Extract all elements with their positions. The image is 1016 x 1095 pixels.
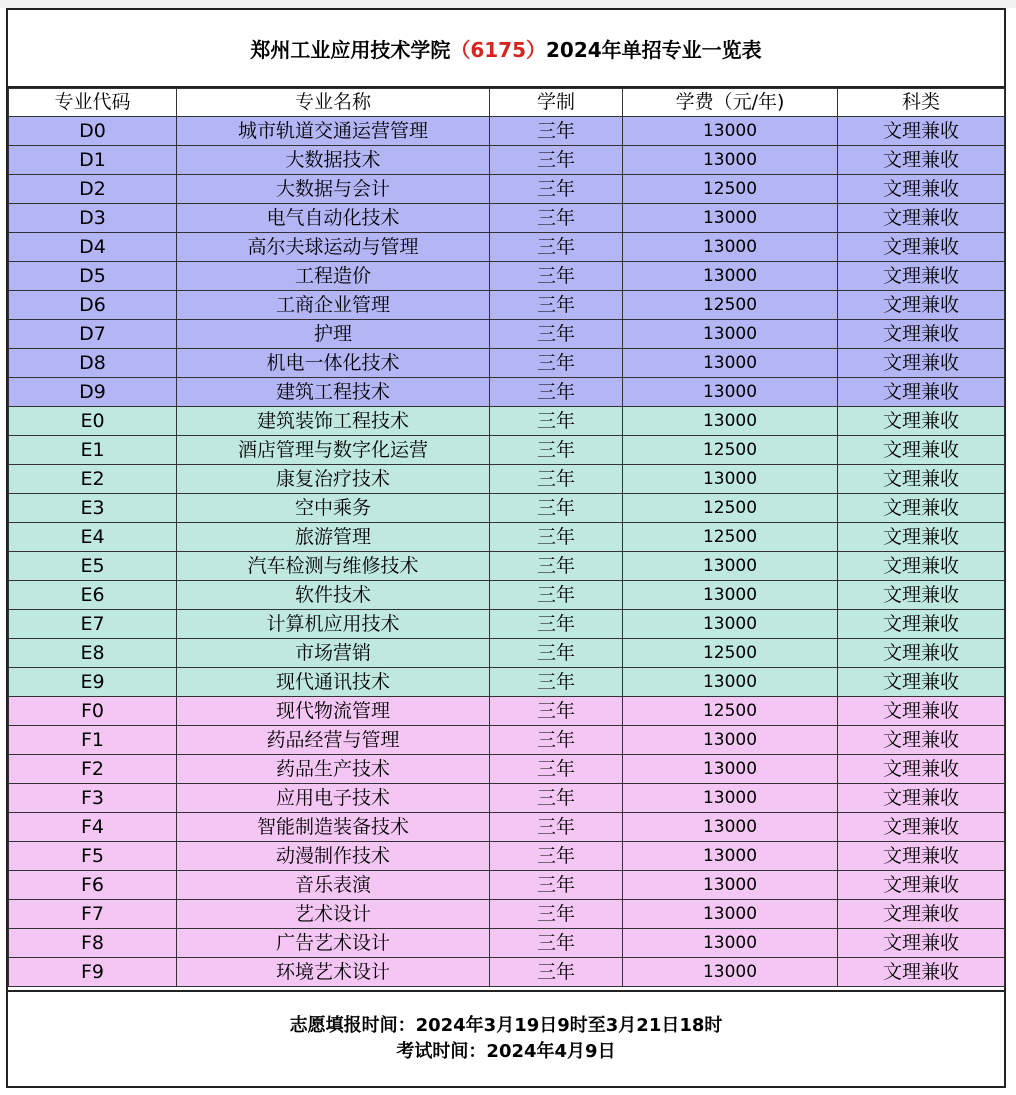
table-row (9, 407, 1005, 436)
duration-cell: 三年 (490, 436, 623, 465)
tuition-cell: 13000 (623, 900, 838, 929)
major-code-cell: E5 (9, 552, 177, 581)
duration-cell: 三年 (490, 204, 623, 233)
table-row (9, 697, 1005, 726)
duration-cell: 三年 (490, 958, 623, 987)
tuition-cell: 12500 (623, 494, 838, 523)
duration-cell: 三年 (490, 726, 623, 755)
category-cell: 文理兼收 (838, 117, 1005, 146)
application-time: 志愿填报时间：2024年3月19日9时至3月21日18时 (289, 1015, 723, 1036)
duration-cell: 三年 (490, 349, 623, 378)
table-row (9, 755, 1005, 784)
major-name-cell: 软件技术 (177, 581, 490, 610)
tuition-cell: 13000 (623, 262, 838, 291)
category-cell: 文理兼收 (838, 175, 1005, 204)
header-category: 科类 (838, 89, 1005, 117)
major-name-cell: 城市轨道交通运营管理 (177, 117, 490, 146)
page-title (8, 10, 1004, 88)
tuition-cell: 13000 (623, 784, 838, 813)
tuition-cell: 13000 (623, 813, 838, 842)
duration-cell: 三年 (490, 784, 623, 813)
tuition-cell: 12500 (623, 697, 838, 726)
major-name-cell: 高尔夫球运动与管理 (177, 233, 490, 262)
major-code-cell: E0 (9, 407, 177, 436)
category-cell: 文理兼收 (838, 552, 1005, 581)
major-name-cell: 工程造价 (177, 262, 490, 291)
category-cell: 文理兼收 (838, 494, 1005, 523)
major-name-cell: 空中乘务 (177, 494, 490, 523)
major-name-cell: 旅游管理 (177, 523, 490, 552)
major-code-cell: F8 (9, 929, 177, 958)
major-code-cell: E9 (9, 668, 177, 697)
major-code-cell: F3 (9, 784, 177, 813)
category-cell: 文理兼收 (838, 813, 1005, 842)
duration-cell: 三年 (490, 668, 623, 697)
table-row (9, 291, 1005, 320)
major-code-cell: F2 (9, 755, 177, 784)
table-row (9, 726, 1005, 755)
major-code-cell: E6 (9, 581, 177, 610)
major-code-cell: D6 (9, 291, 177, 320)
duration-cell: 三年 (490, 871, 623, 900)
duration-cell: 三年 (490, 755, 623, 784)
major-code-cell: F4 (9, 813, 177, 842)
major-name-cell: 药品经营与管理 (177, 726, 490, 755)
major-code-cell: D9 (9, 378, 177, 407)
duration-cell: 三年 (490, 233, 623, 262)
table-row (9, 146, 1005, 175)
major-name-cell: 音乐表演 (177, 871, 490, 900)
major-name-cell: 艺术设计 (177, 900, 490, 929)
table-row (9, 871, 1005, 900)
tuition-cell: 13000 (623, 146, 838, 175)
major-name-cell: 大数据与会计 (177, 175, 490, 204)
major-name-cell: 计算机应用技术 (177, 610, 490, 639)
category-cell: 文理兼收 (838, 407, 1005, 436)
category-cell: 文理兼收 (838, 726, 1005, 755)
major-code-cell: E7 (9, 610, 177, 639)
category-cell: 文理兼收 (838, 668, 1005, 697)
duration-cell: 三年 (490, 262, 623, 291)
major-code-cell: F6 (9, 871, 177, 900)
table-row (9, 494, 1005, 523)
title-school-name: 郑州工业应用技术学院 (250, 37, 451, 62)
tuition-cell: 13000 (623, 552, 838, 581)
table-row (9, 668, 1005, 697)
major-code-cell: D7 (9, 320, 177, 349)
majors-table (8, 88, 1005, 987)
major-name-cell: 建筑装饰工程技术 (177, 407, 490, 436)
table-row (9, 639, 1005, 668)
category-cell: 文理兼收 (838, 465, 1005, 494)
table-body (9, 117, 1005, 987)
duration-cell: 三年 (490, 407, 623, 436)
major-code-cell: E4 (9, 523, 177, 552)
header-duration: 学制 (490, 89, 623, 117)
tuition-cell: 13000 (623, 871, 838, 900)
tuition-cell: 12500 (623, 175, 838, 204)
category-cell: 文理兼收 (838, 523, 1005, 552)
major-name-cell: 市场营销 (177, 639, 490, 668)
table-row (9, 813, 1005, 842)
duration-cell: 三年 (490, 494, 623, 523)
category-cell: 文理兼收 (838, 639, 1005, 668)
tuition-cell: 13000 (623, 407, 838, 436)
tuition-cell: 13000 (623, 117, 838, 146)
tuition-cell: 13000 (623, 233, 838, 262)
table-row (9, 378, 1005, 407)
category-cell: 文理兼收 (838, 262, 1005, 291)
category-cell: 文理兼收 (838, 784, 1005, 813)
major-name-cell: 应用电子技术 (177, 784, 490, 813)
major-name-cell: 现代物流管理 (177, 697, 490, 726)
duration-cell: 三年 (490, 842, 623, 871)
table-row (9, 320, 1005, 349)
table-row (9, 117, 1005, 146)
major-code-cell: D8 (9, 349, 177, 378)
exam-time: 考试时间：2024年4月9日 (396, 1041, 616, 1062)
tuition-cell: 13000 (623, 349, 838, 378)
duration-cell: 三年 (490, 465, 623, 494)
tuition-cell: 12500 (623, 639, 838, 668)
duration-cell: 三年 (490, 610, 623, 639)
category-cell: 文理兼收 (838, 929, 1005, 958)
major-name-cell: 大数据技术 (177, 146, 490, 175)
tuition-cell: 13000 (623, 610, 838, 639)
major-name-cell: 护理 (177, 320, 490, 349)
table-row (9, 204, 1005, 233)
major-code-cell: D4 (9, 233, 177, 262)
tuition-cell: 13000 (623, 581, 838, 610)
tuition-cell: 12500 (623, 291, 838, 320)
category-cell: 文理兼收 (838, 958, 1005, 987)
major-name-cell: 酒店管理与数字化运营 (177, 436, 490, 465)
tuition-cell: 13000 (623, 929, 838, 958)
major-name-cell: 动漫制作技术 (177, 842, 490, 871)
table-row (9, 958, 1005, 987)
duration-cell: 三年 (490, 552, 623, 581)
duration-cell: 三年 (490, 320, 623, 349)
major-code-cell: D1 (9, 146, 177, 175)
title-suffix: 2024年单招专业一览表 (546, 37, 762, 62)
major-code-cell: F0 (9, 697, 177, 726)
major-name-cell: 现代通讯技术 (177, 668, 490, 697)
header-major-code: 专业代码 (9, 89, 177, 117)
header-tuition: 学费（元/年) (623, 89, 838, 117)
major-code-cell: F1 (9, 726, 177, 755)
major-code-cell: D3 (9, 204, 177, 233)
duration-cell: 三年 (490, 697, 623, 726)
table-row (9, 842, 1005, 871)
duration-cell: 三年 (490, 175, 623, 204)
major-code-cell: F5 (9, 842, 177, 871)
table-row (9, 610, 1005, 639)
category-cell: 文理兼收 (838, 900, 1005, 929)
category-cell: 文理兼收 (838, 755, 1005, 784)
table-row (9, 233, 1005, 262)
category-cell: 文理兼收 (838, 204, 1005, 233)
major-code-cell: E2 (9, 465, 177, 494)
tuition-cell: 13000 (623, 204, 838, 233)
major-code-cell: F9 (9, 958, 177, 987)
category-cell: 文理兼收 (838, 291, 1005, 320)
duration-cell: 三年 (490, 146, 623, 175)
category-cell: 文理兼收 (838, 581, 1005, 610)
table-row (9, 929, 1005, 958)
table-row (9, 262, 1005, 291)
tuition-cell: 13000 (623, 378, 838, 407)
table-row (9, 900, 1005, 929)
major-name-cell: 机电一体化技术 (177, 349, 490, 378)
table-row (9, 349, 1005, 378)
table-row (9, 175, 1005, 204)
tuition-cell: 12500 (623, 523, 838, 552)
table-row (9, 552, 1005, 581)
table-row (9, 465, 1005, 494)
category-cell: 文理兼收 (838, 349, 1005, 378)
major-code-cell: F7 (9, 900, 177, 929)
tuition-cell: 13000 (623, 726, 838, 755)
enrollment-table-sheet (6, 8, 1006, 1088)
duration-cell: 三年 (490, 117, 623, 146)
duration-cell: 三年 (490, 523, 623, 552)
category-cell: 文理兼收 (838, 436, 1005, 465)
category-cell: 文理兼收 (838, 320, 1005, 349)
duration-cell: 三年 (490, 639, 623, 668)
major-name-cell: 环境艺术设计 (177, 958, 490, 987)
duration-cell: 三年 (490, 378, 623, 407)
major-name-cell: 工商企业管理 (177, 291, 490, 320)
tuition-cell: 13000 (623, 755, 838, 784)
duration-cell: 三年 (490, 900, 623, 929)
footer-notes (8, 990, 1004, 1086)
category-cell: 文理兼收 (838, 842, 1005, 871)
category-cell: 文理兼收 (838, 871, 1005, 900)
tuition-cell: 12500 (623, 436, 838, 465)
major-code-cell: D5 (9, 262, 177, 291)
major-code-cell: D0 (9, 117, 177, 146)
tuition-cell: 13000 (623, 465, 838, 494)
category-cell: 文理兼收 (838, 697, 1005, 726)
major-code-cell: E3 (9, 494, 177, 523)
duration-cell: 三年 (490, 291, 623, 320)
major-name-cell: 康复治疗技术 (177, 465, 490, 494)
tuition-cell: 13000 (623, 668, 838, 697)
duration-cell: 三年 (490, 929, 623, 958)
major-name-cell: 电气自动化技术 (177, 204, 490, 233)
tuition-cell: 13000 (623, 842, 838, 871)
header-major-name: 专业名称 (177, 89, 490, 117)
major-code-cell: E1 (9, 436, 177, 465)
major-name-cell: 建筑工程技术 (177, 378, 490, 407)
title-school-code: （6175） (450, 37, 546, 62)
table-row (9, 436, 1005, 465)
table-header-row (9, 89, 1005, 117)
major-code-cell: D2 (9, 175, 177, 204)
category-cell: 文理兼收 (838, 146, 1005, 175)
tuition-cell: 13000 (623, 320, 838, 349)
table-row (9, 523, 1005, 552)
table-row (9, 581, 1005, 610)
spreadsheet-top-strip (0, 0, 1016, 8)
duration-cell: 三年 (490, 581, 623, 610)
table-row (9, 784, 1005, 813)
major-name-cell: 汽车检测与维修技术 (177, 552, 490, 581)
tuition-cell: 13000 (623, 958, 838, 987)
duration-cell: 三年 (490, 813, 623, 842)
major-name-cell: 药品生产技术 (177, 755, 490, 784)
major-code-cell: E8 (9, 639, 177, 668)
category-cell: 文理兼收 (838, 233, 1005, 262)
category-cell: 文理兼收 (838, 378, 1005, 407)
major-name-cell: 广告艺术设计 (177, 929, 490, 958)
category-cell: 文理兼收 (838, 610, 1005, 639)
major-name-cell: 智能制造装备技术 (177, 813, 490, 842)
